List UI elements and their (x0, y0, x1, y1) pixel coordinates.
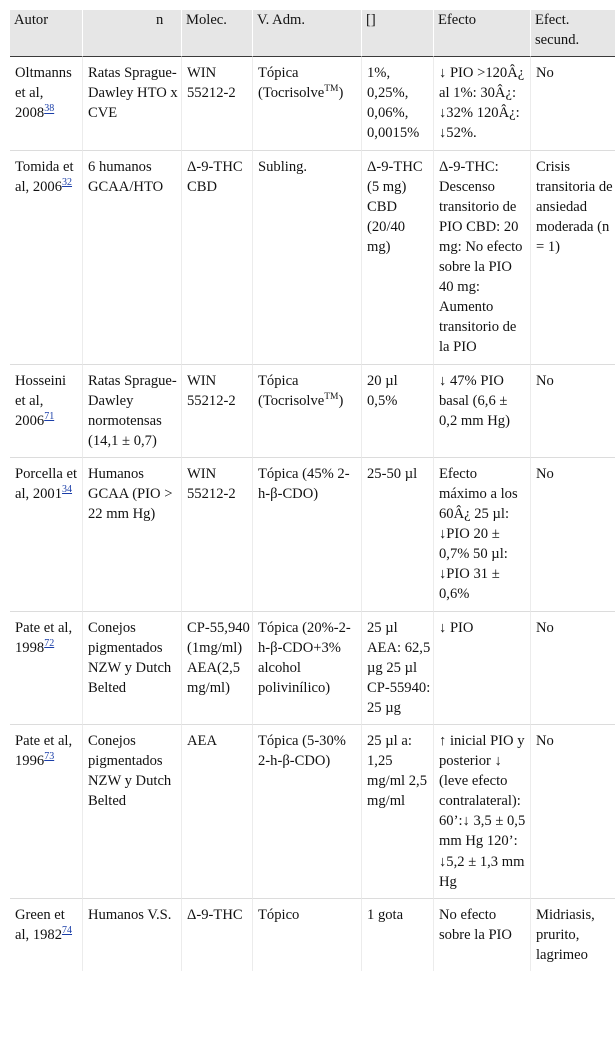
vadm-closing: ) (338, 392, 344, 409)
table-row (10, 612, 615, 725)
cell-vadm (252, 899, 361, 971)
author-text: Green et al, 1982 (15, 906, 65, 943)
author-text: Porcella et al, 2001 (15, 465, 77, 502)
table-header-row (10, 10, 615, 57)
cell-autor (10, 458, 82, 612)
cell-n: Humanos V.S. (82, 899, 181, 971)
cell-conc: 25 µl AEA: 62,5 µg 25 µl CP-55940: 25 µg (361, 612, 433, 725)
reference-link[interactable]: 72 (44, 637, 55, 649)
studies-table (10, 10, 615, 971)
author-text: Oltmanns et al, 2008 (15, 65, 72, 122)
cell-vadm (252, 458, 361, 612)
cell-n: Humanos GCAA (PIO > 22 mm Hg) (82, 458, 181, 612)
cell-n: Ratas Sprague-Dawley HTO x CVE (82, 57, 181, 150)
vadm-text: Tópica (45% 2-h-β-CDO) (258, 465, 350, 502)
cell-conc: 25-50 µl (361, 458, 433, 612)
table-row (10, 725, 615, 899)
cell-conc: 25 µl a: 1,25 mg/ml 2,5 mg/ml (361, 725, 433, 899)
cell-vadm (252, 725, 361, 899)
cell-efecto: Δ-9-THC: Descenso transitorio de PIO CBD: 20 mg: No efecto sobre la PIO 40 mg: Aumento transitorio de la PIO (433, 151, 530, 365)
cell-autor (10, 151, 82, 365)
cell-secund: Midriasis, prurito, lagrimeo (530, 899, 615, 971)
cell-n: 6 humanos GCAA/HTO (82, 151, 181, 365)
vadm-trademark: TM (324, 391, 339, 402)
cell-secund: No (530, 57, 615, 150)
cell-autor (10, 612, 82, 725)
cell-secund: No (530, 725, 615, 899)
author-text: Tomida et al, 2006 (15, 158, 74, 195)
cell-efecto: ↓ 47% PIO basal (6,6 ± 0,2 mm Hg) (433, 365, 530, 458)
cell-efecto: ↓ PIO (433, 612, 530, 725)
cell-autor (10, 899, 82, 971)
cell-vadm (252, 612, 361, 725)
vadm-trademark: TM (324, 84, 339, 95)
cell-n: Conejos pigmentados NZW y Dutch Belted (82, 725, 181, 899)
author-text: Pate et al, 1998 (15, 619, 73, 656)
cell-autor (10, 365, 82, 458)
vadm-text: Tópica (5-30% 2-h-β-CDO) (258, 733, 346, 770)
cell-conc: 1 gota (361, 899, 433, 971)
cell-conc: Δ-9-THC (5 mg) CBD (20/40 mg) (361, 151, 433, 365)
cell-n: Conejos pigmentados NZW y Dutch Belted (82, 612, 181, 725)
cell-efecto: ↑ inicial PIO y posterior ↓ (leve efecto contralateral): 60’:↓ 3,5 ± 0,5 mm Hg 120’: ↓5,2 ± 1,3 mm Hg (433, 725, 530, 899)
cell-molec: Δ-9-THC CBD (181, 151, 252, 365)
header-efecto: Efecto (433, 10, 530, 57)
vadm-text: Tópica (20%-2-h-β-CDO+3% alcohol polivinílico) (258, 619, 351, 696)
header-n-label: n (156, 12, 164, 28)
cell-molec: CP-55,940 (1mg/ml) AEA(2,5 mg/ml) (181, 612, 252, 725)
vadm-text: Subling. (258, 158, 308, 175)
header-secund: Efect. secund. (530, 10, 615, 57)
cell-molec: Δ-9-THC (181, 899, 252, 971)
cell-autor (10, 57, 82, 150)
table-row (10, 57, 615, 150)
table-row (10, 151, 615, 365)
cell-efecto: Efecto máximo a los 60Â¿ 25 µl: ↓PIO 20 ± 0,7% 50 µl: ↓PIO 31 ± 0,6% (433, 458, 530, 612)
header-vadm: V. Adm. (252, 10, 361, 57)
cell-secund: No (530, 458, 615, 612)
cell-efecto: No efecto sobre la PIO (433, 899, 530, 971)
cell-molec: WIN 55212-2 (181, 458, 252, 612)
table-body (10, 57, 615, 971)
vadm-text: Tópica (Tocrisolve (258, 372, 325, 409)
table-row (10, 458, 615, 612)
cell-secund: Crisis transitoria de ansiedad moderada (n = 1) (530, 151, 615, 365)
vadm-closing: ) (338, 85, 344, 102)
author-text: Pate et al, 1996 (15, 733, 73, 770)
cell-molec: WIN 55212-2 (181, 365, 252, 458)
vadm-text: Tópica (Tocrisolve (258, 65, 325, 102)
cell-autor (10, 725, 82, 899)
cell-n: Ratas Sprague-Dawley normotensas (14,1 ± 0,7) (82, 365, 181, 458)
table-row (10, 365, 615, 458)
header-n (82, 10, 181, 57)
cell-molec: WIN 55212-2 (181, 57, 252, 150)
cell-efecto: ↓ PIO >120Â¿ al 1%: 30Â¿: ↓32% 120Â¿: ↓52%. (433, 57, 530, 150)
reference-link[interactable]: 73 (44, 751, 55, 763)
header-molec: Molec. (181, 10, 252, 57)
cell-vadm (252, 57, 361, 150)
reference-link[interactable]: 74 (62, 924, 73, 936)
reference-link[interactable]: 32 (62, 176, 73, 188)
reference-link[interactable]: 71 (44, 410, 55, 422)
cell-secund: No (530, 365, 615, 458)
reference-link[interactable]: 34 (62, 484, 73, 496)
cell-molec: AEA (181, 725, 252, 899)
header-conc: [] (361, 10, 433, 57)
vadm-text: Tópico (258, 906, 300, 923)
author-text: Hosseini et al, 2006 (15, 372, 67, 429)
cell-secund: No (530, 612, 615, 725)
table-row (10, 899, 615, 971)
cell-conc: 1%, 0,25%, 0,06%, 0,0015% (361, 57, 433, 150)
cell-vadm (252, 365, 361, 458)
header-autor: Autor (10, 10, 82, 57)
reference-link[interactable]: 38 (44, 103, 55, 115)
cell-vadm (252, 151, 361, 365)
cell-conc: 20 µl 0,5% (361, 365, 433, 458)
